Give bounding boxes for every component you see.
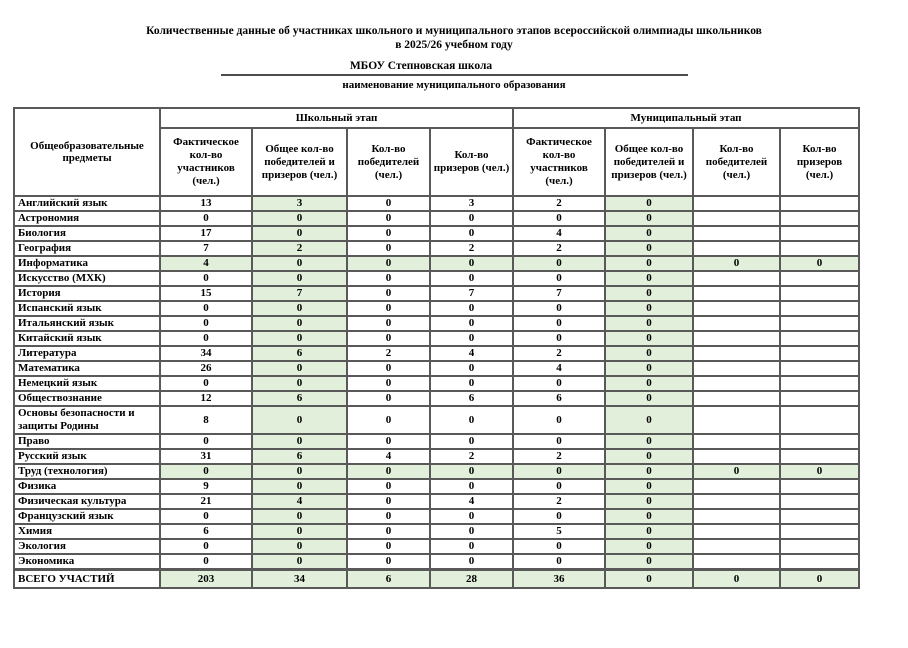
value-cell: 0 bbox=[252, 361, 347, 376]
value-cell bbox=[693, 494, 780, 509]
value-cell: 5 bbox=[513, 524, 605, 539]
value-cell: 0 bbox=[347, 226, 430, 241]
value-cell: 0 bbox=[605, 196, 693, 211]
value-cell bbox=[780, 286, 859, 301]
value-cell: 6 bbox=[513, 391, 605, 406]
value-cell bbox=[693, 301, 780, 316]
value-cell: 0 bbox=[347, 376, 430, 391]
table-row bbox=[14, 524, 859, 539]
value-cell bbox=[780, 434, 859, 449]
subject-cell: Искусство (МХК) bbox=[14, 271, 160, 286]
column-header: Кол-во победителей (чел.) bbox=[347, 128, 430, 196]
school-stage-header: Школьный этап bbox=[160, 108, 513, 128]
value-cell: 0 bbox=[347, 286, 430, 301]
total-row bbox=[14, 570, 859, 589]
value-cell: 0 bbox=[347, 301, 430, 316]
table-row bbox=[14, 539, 859, 554]
value-cell: 0 bbox=[430, 211, 513, 226]
subject-cell: Математика bbox=[14, 361, 160, 376]
value-cell bbox=[780, 391, 859, 406]
value-cell: 0 bbox=[513, 211, 605, 226]
value-cell: 4 bbox=[513, 361, 605, 376]
value-cell: 2 bbox=[513, 241, 605, 256]
value-cell: 34 bbox=[160, 346, 252, 361]
subject-cell: Экономика bbox=[14, 554, 160, 570]
value-cell: 0 bbox=[605, 554, 693, 570]
value-cell bbox=[693, 361, 780, 376]
subject-cell: Экология bbox=[14, 539, 160, 554]
value-cell: 7 bbox=[430, 286, 513, 301]
table-row bbox=[14, 479, 859, 494]
value-cell: 0 bbox=[513, 256, 605, 271]
value-cell: 0 bbox=[252, 406, 347, 434]
column-header: Общее кол-во победителей и призеров (чел.) bbox=[605, 128, 693, 196]
value-cell bbox=[693, 554, 780, 570]
value-cell: 6 bbox=[252, 391, 347, 406]
value-cell bbox=[693, 391, 780, 406]
column-header: Кол-во призеров (чел.) bbox=[430, 128, 513, 196]
value-cell: 0 bbox=[160, 211, 252, 226]
subject-cell: Английский язык bbox=[14, 196, 160, 211]
value-cell bbox=[780, 346, 859, 361]
value-cell bbox=[693, 286, 780, 301]
value-cell bbox=[780, 539, 859, 554]
value-cell bbox=[780, 301, 859, 316]
value-cell: 6 bbox=[252, 346, 347, 361]
value-cell: 0 bbox=[347, 539, 430, 554]
value-cell: 4 bbox=[513, 226, 605, 241]
table-row bbox=[14, 316, 859, 331]
subject-cell: Обществознание bbox=[14, 391, 160, 406]
table-row bbox=[14, 464, 859, 479]
value-cell: 31 bbox=[160, 449, 252, 464]
value-cell: 4 bbox=[252, 494, 347, 509]
subject-cell: Физика bbox=[14, 479, 160, 494]
value-cell bbox=[780, 241, 859, 256]
value-cell: 0 bbox=[252, 464, 347, 479]
subject-cell: Биология bbox=[14, 226, 160, 241]
value-cell: 0 bbox=[693, 464, 780, 479]
table-head bbox=[14, 108, 859, 196]
value-cell: 0 bbox=[430, 376, 513, 391]
subject-cell: Труд (технология) bbox=[14, 464, 160, 479]
value-cell: 0 bbox=[160, 331, 252, 346]
value-cell bbox=[693, 241, 780, 256]
table-row bbox=[14, 196, 859, 211]
value-cell: 0 bbox=[605, 346, 693, 361]
value-cell: 0 bbox=[780, 464, 859, 479]
value-cell: 0 bbox=[347, 316, 430, 331]
value-cell: 0 bbox=[347, 554, 430, 570]
column-header: Кол-во призеров (чел.) bbox=[780, 128, 859, 196]
table-row bbox=[14, 271, 859, 286]
subject-column-header: Общеобразовательные предметы bbox=[14, 108, 160, 196]
column-header: Общее кол-во победителей и призеров (чел.) bbox=[252, 128, 347, 196]
value-cell bbox=[693, 539, 780, 554]
value-cell bbox=[693, 211, 780, 226]
table-row bbox=[14, 226, 859, 241]
value-cell: 0 bbox=[605, 361, 693, 376]
value-cell bbox=[780, 211, 859, 226]
value-cell: 0 bbox=[347, 196, 430, 211]
value-cell bbox=[780, 331, 859, 346]
table-row bbox=[14, 509, 859, 524]
value-cell: 13 bbox=[160, 196, 252, 211]
value-cell: 0 bbox=[252, 524, 347, 539]
value-cell: 203 bbox=[160, 570, 252, 589]
olympiad-table bbox=[13, 107, 860, 589]
value-cell: 7 bbox=[252, 286, 347, 301]
municipal-stage-header: Муниципальный этап bbox=[513, 108, 859, 128]
value-cell: 0 bbox=[347, 271, 430, 286]
table-row bbox=[14, 331, 859, 346]
table-row bbox=[14, 211, 859, 226]
value-cell: 0 bbox=[513, 479, 605, 494]
value-cell: 0 bbox=[513, 509, 605, 524]
value-cell: 0 bbox=[430, 361, 513, 376]
value-cell: 0 bbox=[780, 256, 859, 271]
value-cell: 0 bbox=[430, 271, 513, 286]
value-cell: 0 bbox=[252, 211, 347, 226]
table-row bbox=[14, 241, 859, 256]
value-cell: 3 bbox=[430, 196, 513, 211]
subject-cell: Литература bbox=[14, 346, 160, 361]
value-cell: 0 bbox=[605, 301, 693, 316]
value-cell: 4 bbox=[430, 494, 513, 509]
value-cell: 6 bbox=[430, 391, 513, 406]
value-cell: 2 bbox=[513, 449, 605, 464]
value-cell: 0 bbox=[252, 256, 347, 271]
value-cell: 4 bbox=[160, 256, 252, 271]
value-cell: 0 bbox=[430, 464, 513, 479]
subject-cell: Немецкий язык bbox=[14, 376, 160, 391]
table-row bbox=[14, 346, 859, 361]
value-cell: 0 bbox=[513, 271, 605, 286]
value-cell bbox=[780, 494, 859, 509]
value-cell bbox=[693, 479, 780, 494]
value-cell: 7 bbox=[513, 286, 605, 301]
value-cell: 36 bbox=[513, 570, 605, 589]
value-cell: 0 bbox=[252, 539, 347, 554]
value-cell: 2 bbox=[347, 346, 430, 361]
table-row bbox=[14, 361, 859, 376]
value-cell: 0 bbox=[347, 391, 430, 406]
subject-cell: Физическая культура bbox=[14, 494, 160, 509]
value-cell: 0 bbox=[347, 331, 430, 346]
value-cell: 0 bbox=[252, 376, 347, 391]
value-cell: 0 bbox=[693, 256, 780, 271]
value-cell: 0 bbox=[160, 271, 252, 286]
value-cell: 6 bbox=[347, 570, 430, 589]
value-cell: 26 bbox=[160, 361, 252, 376]
value-cell: 0 bbox=[347, 361, 430, 376]
value-cell: 0 bbox=[347, 509, 430, 524]
column-header: Фактическое кол-во участников (чел.) bbox=[513, 128, 605, 196]
value-cell: 4 bbox=[430, 346, 513, 361]
value-cell: 2 bbox=[513, 494, 605, 509]
value-cell bbox=[693, 406, 780, 434]
value-cell: 0 bbox=[605, 479, 693, 494]
value-cell: 0 bbox=[605, 256, 693, 271]
value-cell: 0 bbox=[160, 539, 252, 554]
value-cell: 0 bbox=[160, 301, 252, 316]
value-cell: 2 bbox=[430, 241, 513, 256]
value-cell: 0 bbox=[347, 434, 430, 449]
value-cell bbox=[780, 361, 859, 376]
value-cell: 2 bbox=[430, 449, 513, 464]
value-cell: 34 bbox=[252, 570, 347, 589]
value-cell bbox=[693, 331, 780, 346]
subject-cell: История bbox=[14, 286, 160, 301]
value-cell: 0 bbox=[347, 256, 430, 271]
value-cell: 0 bbox=[605, 331, 693, 346]
value-cell bbox=[780, 449, 859, 464]
value-cell: 6 bbox=[252, 449, 347, 464]
table-row bbox=[14, 406, 859, 434]
table-row bbox=[14, 376, 859, 391]
value-cell: 0 bbox=[430, 331, 513, 346]
table-row bbox=[14, 434, 859, 449]
value-cell: 0 bbox=[160, 554, 252, 570]
value-cell: 0 bbox=[252, 479, 347, 494]
value-cell: 2 bbox=[513, 196, 605, 211]
value-cell: 2 bbox=[252, 241, 347, 256]
value-cell: 0 bbox=[430, 524, 513, 539]
value-cell: 0 bbox=[605, 570, 693, 589]
value-cell: 0 bbox=[605, 539, 693, 554]
subject-cell: Русский язык bbox=[14, 449, 160, 464]
value-cell: 0 bbox=[252, 301, 347, 316]
value-cell: 15 bbox=[160, 286, 252, 301]
value-cell bbox=[693, 434, 780, 449]
value-cell: 6 bbox=[160, 524, 252, 539]
value-cell: 0 bbox=[513, 331, 605, 346]
value-cell: 0 bbox=[347, 211, 430, 226]
value-cell: 0 bbox=[605, 211, 693, 226]
value-cell: 0 bbox=[605, 509, 693, 524]
value-cell: 0 bbox=[605, 271, 693, 286]
value-cell: 0 bbox=[605, 316, 693, 331]
subject-cell: Право bbox=[14, 434, 160, 449]
value-cell: 0 bbox=[160, 376, 252, 391]
value-cell bbox=[780, 271, 859, 286]
subject-cell: Основы безопасности и защиты Родины bbox=[14, 406, 160, 434]
value-cell bbox=[780, 524, 859, 539]
value-cell: 17 bbox=[160, 226, 252, 241]
value-cell: 0 bbox=[513, 301, 605, 316]
value-cell: 0 bbox=[513, 434, 605, 449]
value-cell: 0 bbox=[430, 479, 513, 494]
value-cell: 0 bbox=[252, 509, 347, 524]
subject-cell: Информатика bbox=[14, 256, 160, 271]
value-cell: 0 bbox=[160, 434, 252, 449]
table-row bbox=[14, 301, 859, 316]
value-cell bbox=[693, 271, 780, 286]
value-cell: 0 bbox=[160, 464, 252, 479]
value-cell: 0 bbox=[430, 406, 513, 434]
value-cell: 0 bbox=[160, 316, 252, 331]
subject-cell: ВСЕГО УЧАСТИЙ bbox=[14, 570, 160, 589]
subject-cell: Итальянский язык bbox=[14, 316, 160, 331]
value-cell: 2 bbox=[513, 346, 605, 361]
value-cell: 21 bbox=[160, 494, 252, 509]
value-cell: 0 bbox=[252, 226, 347, 241]
value-cell: 12 bbox=[160, 391, 252, 406]
value-cell bbox=[693, 316, 780, 331]
title-block bbox=[0, 0, 908, 92]
value-cell bbox=[693, 346, 780, 361]
value-cell: 0 bbox=[605, 406, 693, 434]
value-cell bbox=[693, 449, 780, 464]
value-cell: 0 bbox=[347, 406, 430, 434]
value-cell: 0 bbox=[347, 241, 430, 256]
value-cell: 0 bbox=[513, 376, 605, 391]
value-cell: 0 bbox=[430, 316, 513, 331]
value-cell: 4 bbox=[347, 449, 430, 464]
subject-cell: Химия bbox=[14, 524, 160, 539]
value-cell: 0 bbox=[252, 434, 347, 449]
stage-header-row bbox=[14, 108, 859, 128]
table-row bbox=[14, 391, 859, 406]
value-cell: 0 bbox=[780, 570, 859, 589]
value-cell: 0 bbox=[605, 464, 693, 479]
value-cell: 0 bbox=[605, 391, 693, 406]
value-cell bbox=[780, 406, 859, 434]
value-cell: 0 bbox=[693, 570, 780, 589]
value-cell: 0 bbox=[430, 226, 513, 241]
value-cell bbox=[693, 196, 780, 211]
value-cell: 0 bbox=[252, 331, 347, 346]
value-cell bbox=[780, 376, 859, 391]
value-cell: 0 bbox=[430, 301, 513, 316]
table-body bbox=[14, 196, 859, 588]
table-row bbox=[14, 554, 859, 570]
value-cell: 0 bbox=[513, 464, 605, 479]
value-cell: 8 bbox=[160, 406, 252, 434]
value-cell: 0 bbox=[605, 524, 693, 539]
value-cell: 0 bbox=[605, 226, 693, 241]
table-row bbox=[14, 256, 859, 271]
document-title: Количественные данные об участниках школьного и муниципального этапов всероссийской олимпиады школьников bbox=[146, 25, 762, 37]
subject-cell: Астрономия bbox=[14, 211, 160, 226]
column-header: Фактическое кол-во участников (чел.) bbox=[160, 128, 252, 196]
value-cell bbox=[780, 196, 859, 211]
value-cell bbox=[693, 509, 780, 524]
value-cell: 0 bbox=[430, 554, 513, 570]
document-subtitle: в 2025/26 учебном году bbox=[395, 39, 513, 51]
value-cell: 0 bbox=[513, 406, 605, 434]
column-header: Кол-во победителей (чел.) bbox=[693, 128, 780, 196]
value-cell: 0 bbox=[430, 539, 513, 554]
value-cell: 0 bbox=[430, 256, 513, 271]
value-cell: 0 bbox=[605, 376, 693, 391]
value-cell: 0 bbox=[513, 539, 605, 554]
subject-cell: Китайский язык bbox=[14, 331, 160, 346]
value-cell: 0 bbox=[347, 494, 430, 509]
value-cell: 0 bbox=[430, 509, 513, 524]
value-cell: 0 bbox=[605, 241, 693, 256]
value-cell: 0 bbox=[252, 316, 347, 331]
value-cell bbox=[780, 316, 859, 331]
table-row bbox=[14, 286, 859, 301]
value-cell: 9 bbox=[160, 479, 252, 494]
value-cell: 3 bbox=[252, 196, 347, 211]
value-cell: 0 bbox=[605, 494, 693, 509]
value-cell bbox=[780, 226, 859, 241]
value-cell: 0 bbox=[160, 509, 252, 524]
value-cell: 0 bbox=[513, 316, 605, 331]
value-cell: 0 bbox=[605, 286, 693, 301]
value-cell: 7 bbox=[160, 241, 252, 256]
value-cell: 0 bbox=[252, 271, 347, 286]
school-name-line: МБОУ Степновская школа bbox=[221, 58, 688, 76]
value-cell bbox=[693, 226, 780, 241]
value-cell: 0 bbox=[347, 524, 430, 539]
subject-cell: Испанский язык bbox=[14, 301, 160, 316]
value-cell: 28 bbox=[430, 570, 513, 589]
table-row bbox=[14, 494, 859, 509]
table-row bbox=[14, 449, 859, 464]
value-cell bbox=[780, 509, 859, 524]
value-cell: 0 bbox=[347, 479, 430, 494]
school-name-caption: наименование муниципального образования bbox=[342, 79, 566, 91]
subject-cell: Французский язык bbox=[14, 509, 160, 524]
value-cell bbox=[780, 479, 859, 494]
subject-cell: География bbox=[14, 241, 160, 256]
value-cell: 0 bbox=[430, 434, 513, 449]
value-cell: 0 bbox=[347, 464, 430, 479]
value-cell: 0 bbox=[252, 554, 347, 570]
value-cell bbox=[693, 376, 780, 391]
value-cell: 0 bbox=[605, 449, 693, 464]
value-cell bbox=[693, 524, 780, 539]
value-cell: 0 bbox=[605, 434, 693, 449]
value-cell bbox=[780, 554, 859, 570]
value-cell: 0 bbox=[513, 554, 605, 570]
